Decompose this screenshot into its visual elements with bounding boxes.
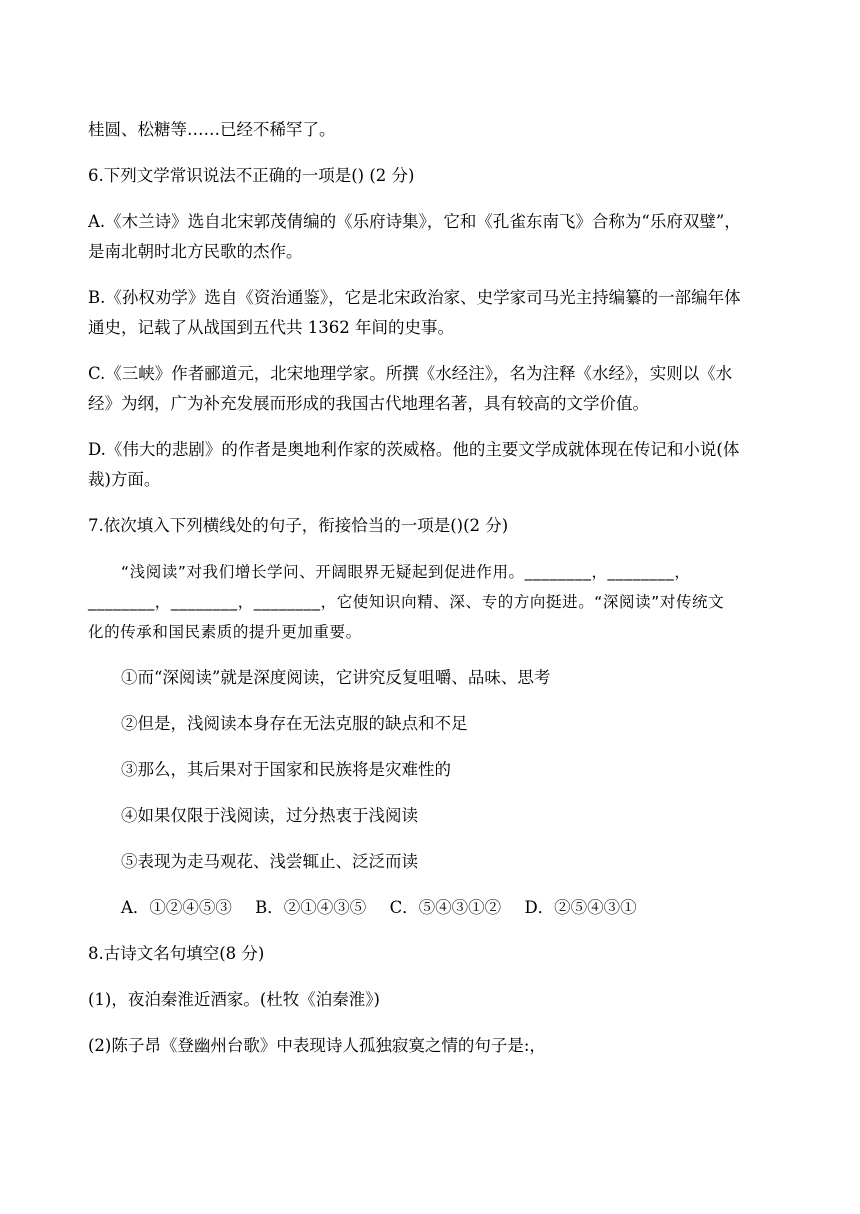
continuation-line: 桂圆、松糖等……已经不稀罕了。 bbox=[88, 120, 336, 139]
question-6-option-c bbox=[88, 359, 778, 419]
option-line: 经》为纲，广为补充发展而形成的我国古代地理名著，具有较高的文学价值。 bbox=[88, 394, 649, 413]
choice-c: C．⑤④③①② bbox=[389, 898, 502, 917]
question-8-stem: 8.古诗文名句填空(8 分) bbox=[88, 944, 265, 963]
option-line: 是南北朝时北方民歌的杰作。 bbox=[88, 242, 303, 261]
option-line: D.《伟大的悲剧》的作者是奥地利作家的茨威格。他的主要文学成就体现在传记和小说(体 bbox=[88, 440, 740, 459]
option-line: 裁)方面。 bbox=[88, 470, 161, 489]
passage-line: “浅阅读”对我们增长学问、开阔眼界无疑起到促进作用。________，________， bbox=[121, 563, 691, 581]
sentence-item-2: ②但是，浅阅读本身存在无法克服的缺点和不足 bbox=[121, 714, 468, 733]
question-7-stem: 7.依次填入下列横线处的句子，衔接恰当的一项是()(2 分) bbox=[88, 516, 509, 535]
question-7-choices bbox=[88, 893, 860, 923]
sentence-item-1: ①而“深阅读”就是深度阅读，它讲究反复咀嚼、品味、思考 bbox=[121, 668, 551, 687]
option-line: 通史，记载了从战国到五代共 1362 年间的史事。 bbox=[88, 318, 454, 337]
choice-a: A．①②④⑤③ bbox=[121, 898, 232, 917]
choice-d: D．②⑤④③① bbox=[524, 898, 637, 917]
option-line: B.《孙权劝学》选自《资治通鉴》，它是北宋政治家、史学家司马光主持编纂的一部编年体 bbox=[88, 288, 741, 307]
question-6-option-d bbox=[88, 435, 778, 495]
question-8-item-2: (2)陈子昂《登幽州台歌》中表现诗人孤独寂寞之情的句子是:， bbox=[88, 1036, 546, 1055]
choice-b: B．②①④③⑤ bbox=[255, 898, 367, 917]
sentence-item-5: ⑤表现为走马观花、浅尝辄止、泛泛而读 bbox=[121, 852, 418, 871]
sentence-item-3: ③那么，其后果对于国家和民族将是灾难性的 bbox=[121, 760, 451, 779]
sentence-item-4: ④如果仅限于浅阅读，过分热衷于浅阅读 bbox=[121, 806, 418, 825]
question-6-stem: 6.下列文学常识说法不正确的一项是() (2 分) bbox=[88, 166, 415, 185]
question-6-option-a bbox=[88, 207, 778, 267]
question-6-option-b bbox=[88, 283, 778, 343]
passage-line: 化的传承和国民素质的提升更加重要。 bbox=[88, 623, 362, 641]
question-7-passage bbox=[88, 557, 778, 647]
option-line: C.《三峡》作者郦道元，北宋地理学家。所撰《水经注》，名为注释《水经》，实则以《水 bbox=[88, 364, 733, 383]
question-8-item-1: (1)，夜泊秦淮近酒家。(杜牧《泊秦淮》) bbox=[88, 990, 380, 1009]
option-line: A.《木兰诗》选自北宋郭茂倩编的《乐府诗集》，它和《孔雀东南飞》合称为“乐府双璧”， bbox=[88, 212, 741, 231]
passage-line: ________，________，________，它使知识向精、深、专的方向挺进。“深阅读”对传统文 bbox=[88, 593, 725, 611]
